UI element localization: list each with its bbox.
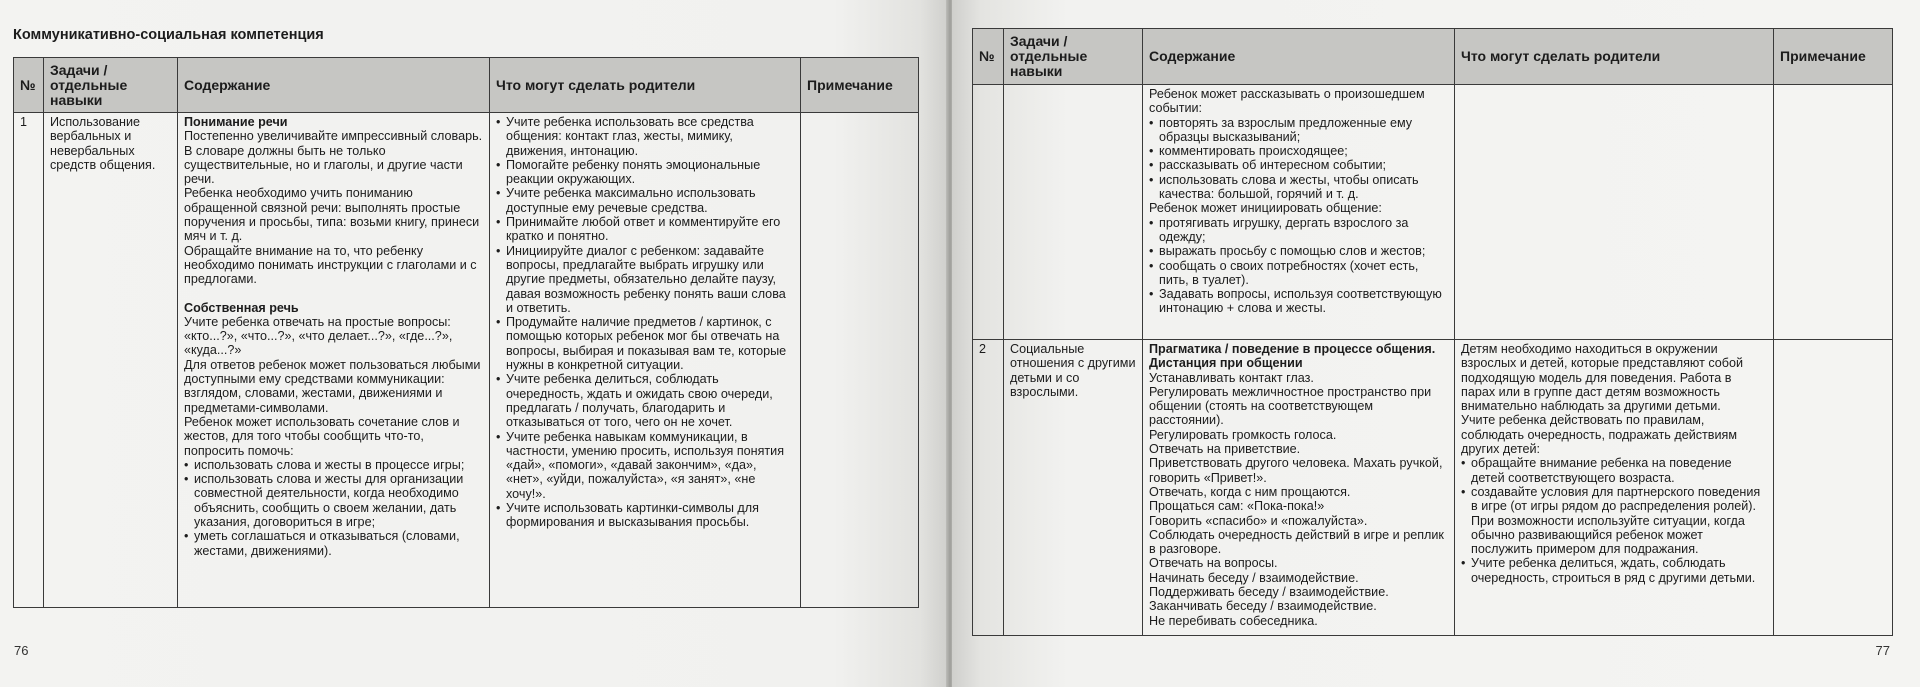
row-number: 2 (973, 340, 1004, 636)
header-tasks: Задачи / отдельные навыки (44, 58, 178, 113)
content-line: Не перебивать собеседника. (1149, 613, 1318, 628)
competence-table-right (972, 28, 1893, 636)
list-item: • уметь соглашаться и отказываться (словами, жестами, движениями). (184, 529, 483, 558)
content-line: Регулировать громкость голоса. (1149, 427, 1337, 442)
row-number (973, 85, 1004, 340)
list-item: • повторять за взрослым предложенные ему образцы высказываний; (1149, 116, 1448, 145)
list-item: • Продумайте наличие предметов / картинок, с помощью которых ребенок мог бы отвечать на вопросы, выбирая и показывая вам те, которые нужны в конкретной ситуации. (496, 315, 794, 372)
header-content: Содержание (1143, 29, 1455, 85)
list-item: • Учите ребенка делиться, ждать, соблюдать очередность, строиться в ряд с другими детьми. (1461, 556, 1767, 585)
list-item: • Учите ребенка использовать все средства общения: контакт глаз, жесты, мимику, движения, интонацию. (496, 115, 794, 158)
task-cell: Социальные отношения с другими детьми и со взрослыми. (1004, 340, 1143, 636)
content-paragraph: Ребенок может использовать сочетание слов и жестов, для того чтобы сообщить что-то, попросить помочь: (184, 414, 460, 458)
content-line: Говорить «спасибо» и «пожалуйста». (1149, 513, 1368, 528)
content-line: Регулировать межличностное пространство при общении (стоять на соответствующем расстоянии). (1149, 384, 1432, 428)
content-paragraph: Ребенок может рассказывать о произошедшем событии: (1149, 87, 1425, 116)
table-header-row (973, 29, 1893, 85)
list-item: • комментировать происходящее; (1149, 144, 1448, 158)
content-line: Соблюдать очередность действий в игре и реплик в разговоре. (1149, 527, 1444, 557)
content-line: Прощаться сам: «Пока-пока!» (1149, 499, 1325, 514)
parents-paragraph: Учите ребенка действовать по правилам, соблюдать очередность, подражать действиям других детей: (1461, 413, 1738, 457)
list-item: • Принимайте любой ответ и комментируйте его кратко и понятно. (496, 215, 794, 244)
header-num: № (14, 58, 44, 113)
list-item: • использовать слова и жесты, чтобы описать качества: большой, горячий и т. д. (1149, 173, 1448, 202)
list-item: • Учите использовать картинки-символы для формирования и высказывания просьбы. (496, 501, 794, 530)
list-item: • использовать слова и жесты в процессе игры; (184, 458, 483, 472)
list-item: • Учите ребенка навыкам коммуникации, в частности, умению просить, используя понятия «дай», «помоги», «давай закончим», «да», «нет», «уйди, пожалуйста», «я занят», «не хочу!». (496, 430, 794, 501)
header-note: Примечание (1774, 29, 1893, 85)
subheading-own-speech: Собственная речь (184, 300, 299, 315)
list-item: • выражать просьбу с помощью слов и жестов; (1149, 244, 1448, 258)
left-page (0, 0, 948, 687)
note-cell (801, 113, 919, 608)
header-parents: Что могут сделать родители (1455, 29, 1774, 85)
list-item: • обращайте внимание ребенка на поведение детей соответствующего возраста. (1461, 456, 1767, 485)
content-paragraph: Ребенка необходимо учить пониманию обращенной связной речи: выполнять простые поручения и просьбы, типа: возьми книгу, принеси мяч и т. д. (184, 186, 480, 244)
row-number: 1 (14, 113, 44, 608)
list-item: • рассказывать об интересном событии; (1149, 158, 1448, 172)
content-line: Отвечать на приветствие. (1149, 442, 1301, 457)
parents-cell (1455, 85, 1774, 340)
section-title: Коммуникативно-социальная компетенция (13, 27, 324, 43)
content-line: Заканчивать беседу / взаимодействие. (1149, 599, 1377, 614)
content-line: Устанавливать контакт глаз. (1149, 370, 1314, 385)
content-cell (1143, 85, 1455, 340)
note-cell (1774, 340, 1893, 636)
content-line: Приветствовать другого человека. Махать ручкой, говорить «Привет!». (1149, 456, 1443, 485)
list-item: • Учите ребенка делиться, соблюдать очередность, ждать и ожидать свою очереди, предлагать / получать, благодарить и отказываться от того, чего он не хочет. (496, 372, 794, 429)
page-number-left: 76 (14, 643, 29, 658)
header-note: Примечание (801, 58, 919, 113)
list-item: • Задавать вопросы, используя соответствующую интонацию + слова и жесты. (1149, 287, 1448, 316)
table-header-row (14, 58, 919, 113)
content-line: Отвечать, когда с ним прощаются. (1149, 484, 1351, 499)
list-item: • использовать слова и жесты для организации совместной деятельности, когда необходимо объяснить, сообщить о своем желании, дать указания, договориться в игре; (184, 472, 483, 529)
parents-cell (1455, 340, 1774, 636)
list-item: • Помогайте ребенку понять эмоциональные реакции окружающих. (496, 158, 794, 187)
content-line: Поддерживать беседу / взаимодействие. (1149, 585, 1389, 600)
content-paragraph: Постепенно увеличивайте импрессивный словарь. (184, 129, 483, 144)
content-line: Отвечать на вопросы. (1149, 556, 1278, 571)
list-item: • Учите ребенка максимально использовать доступные ему речевые средства. (496, 186, 794, 215)
parents-cell (490, 113, 801, 608)
page-number-right: 77 (1875, 643, 1890, 658)
parents-list (1461, 456, 1767, 585)
content-paragraph: Учите ребенка отвечать на простые вопросы: «кто...?», «что...?», «что делает...?», «где...?», «куда...?» (184, 314, 453, 358)
content-paragraph: Ребенок может инициировать общение: (1149, 201, 1382, 216)
content-paragraph: Для ответов ребенок может пользоваться любыми доступными ему средствами коммуникации: взглядом, словами, жестами, движениями и предметами-символами. (184, 357, 481, 415)
header-content: Содержание (178, 58, 490, 113)
list-item: • создавайте условия для партнерского поведения в игре (от игры рядом до распределения ролей). При возможности используйте ситуации, когда обычно развивающийся ребенок может послужить примером для подражания. (1461, 485, 1767, 556)
content-cell (178, 113, 490, 608)
task-cell: Использование вербальных и невербальных средств общения. (44, 113, 178, 608)
table-row (14, 113, 919, 608)
right-page (952, 0, 1920, 687)
note-cell (1774, 85, 1893, 340)
competence-table-left (13, 57, 919, 608)
task-cell (1004, 85, 1143, 340)
subheading-pragmatics: Прагматика / поведение в процессе общения. Дистанция при общении (1149, 342, 1436, 371)
content-list (184, 458, 483, 558)
parents-paragraph: Детям необходимо находиться в окружении взрослых и детей, которые представляют собой подходящую модель для поведения. Работа в парах или в группе даст детям возможность внимательно наблюдать за другими детьми. (1461, 342, 1744, 414)
content-list (1149, 216, 1448, 316)
content-cell (1143, 340, 1455, 636)
header-num: № (973, 29, 1004, 85)
list-item: • Инициируйте диалог с ребенком: задавайте вопросы, предлагайте выбрать игрушку или другие предметы, обязательно делайте паузу, давая возможность ребенку понять ваши слова и ответить. (496, 244, 794, 315)
content-list (1149, 116, 1448, 202)
subheading-speech-understanding: Понимание речи (184, 115, 288, 129)
content-line: Начинать беседу / взаимодействие. (1149, 570, 1359, 585)
parents-list (496, 115, 794, 530)
header-tasks: Задачи / отдельные навыки (1004, 29, 1143, 85)
table-row (973, 85, 1893, 340)
table-row (973, 340, 1893, 636)
content-paragraph: В словаре должны быть не только существительные, но и глаголы, и другие части речи. (184, 143, 463, 187)
list-item: • протягивать игрушку, дергать взрослого за одежду; (1149, 216, 1448, 245)
list-item: • сообщать о своих потребностях (хочет есть, пить, в туалет). (1149, 259, 1448, 288)
content-paragraph: Обращайте внимание на то, что ребенку необходимо понимать инструкции с глаголами и с предлогами. (184, 243, 477, 287)
header-parents: Что могут сделать родители (490, 58, 801, 113)
